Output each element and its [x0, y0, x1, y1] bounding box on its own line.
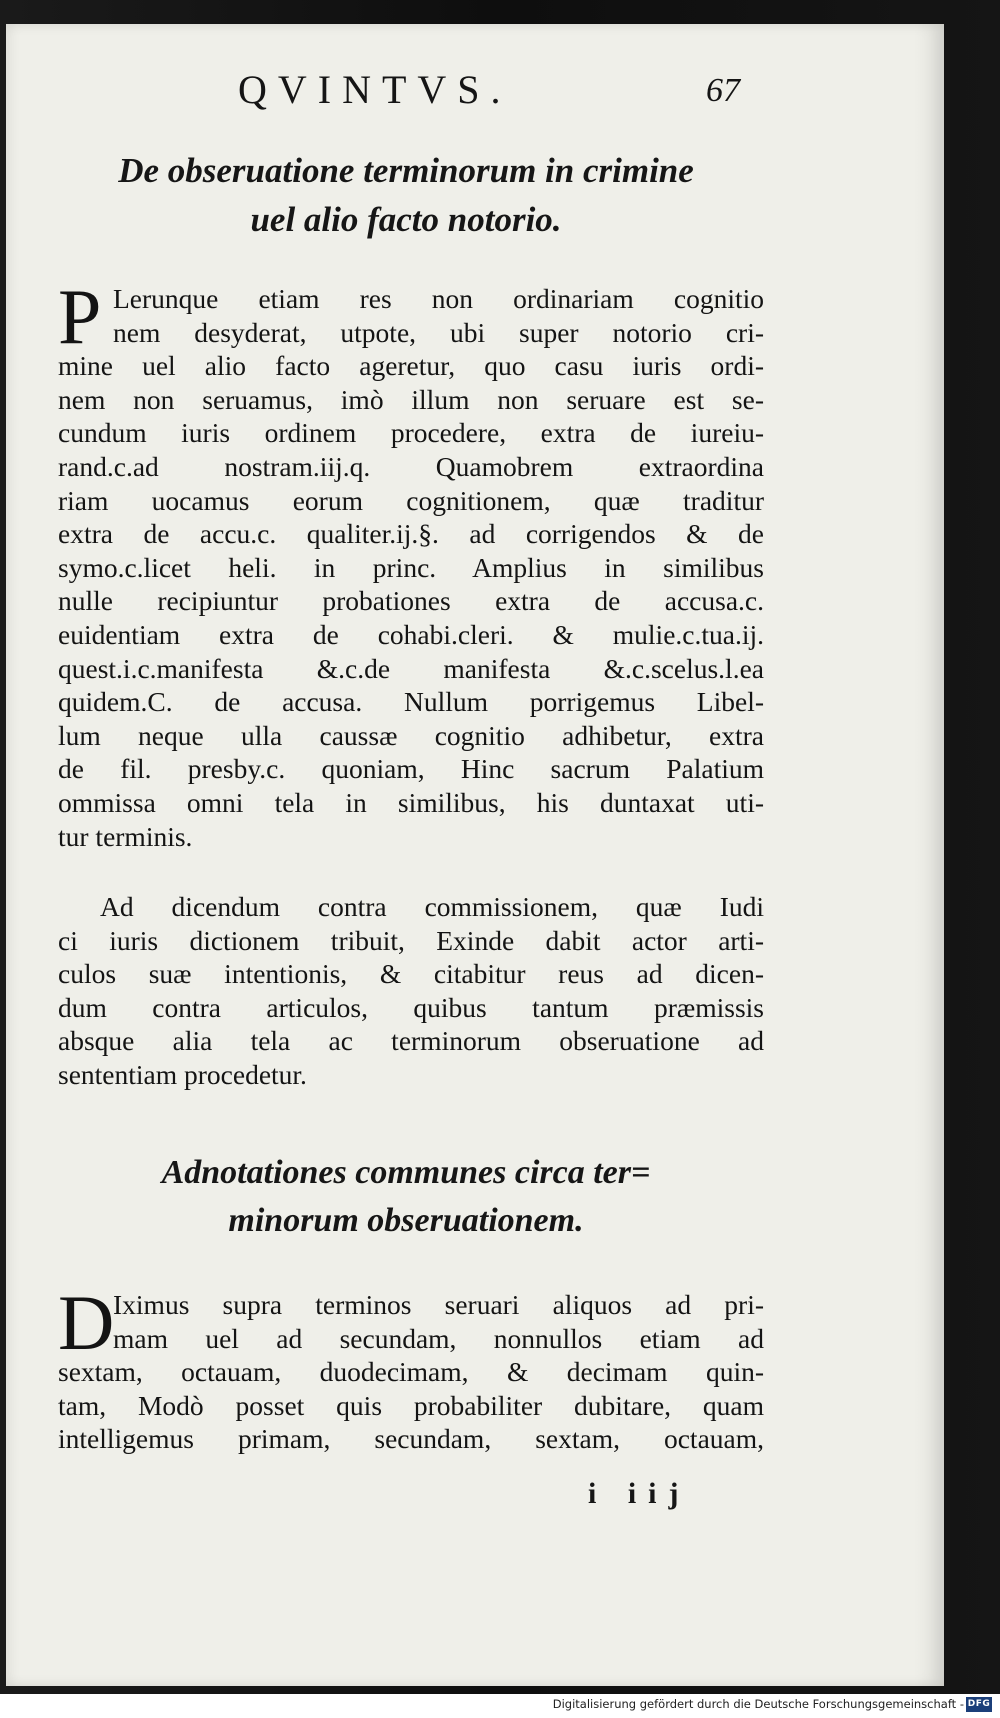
text-line: riam uocamus eorum cognitionem, quæ traditur — [58, 484, 764, 516]
text-line: intelligemus primam, secundam, sextam, octauam, — [58, 1423, 764, 1455]
text-line: mam uel ad secundam, nonnullos etiam ad — [113, 1322, 764, 1354]
heading-line: De obseruatione terminorum in crimine — [118, 151, 694, 190]
section-2-heading — [46, 1149, 766, 1244]
digitization-credit: Digitalisierung gefördert durch die Deutsche Forschungsgemeinschaft - — [552, 1697, 964, 1711]
signature-mark: i iij — [588, 1477, 691, 1510]
text-line: culos suæ intentionis, & citabitur reus ad dicen- — [58, 958, 764, 990]
heading-line: uel alio facto notorio. — [250, 200, 562, 239]
text-line: symo.c.licet heli. in princ. Amplius in similibus — [58, 551, 764, 583]
text-line: nulle recipiuntur probationes extra de accusa.c. — [58, 585, 764, 617]
text-line: ci iuris dictionem tribuit, Exinde dabit actor arti- — [58, 924, 764, 956]
text-line: tur terminis. — [58, 820, 193, 852]
section-1-paragraph-2 — [58, 890, 764, 1092]
running-head-title: QVINTVS. — [238, 67, 512, 112]
section-2-paragraph-1 — [58, 1279, 764, 1456]
text-line: cundum iuris ordinem procedere, extra de iureiu- — [58, 417, 764, 449]
text-line: ommissa omni tela in similibus, his duntaxat uti- — [58, 786, 764, 818]
text-line: nem desyderat, utpote, ubi super notorio cri- — [113, 316, 764, 348]
text-line: nem non seruamus, imò illum non seruare est se- — [58, 383, 764, 415]
drop-cap: P — [58, 273, 102, 360]
text-line: tam, Modò posset quis probabiliter dubitare, quam — [58, 1389, 764, 1421]
text-line: Iximus supra terminos seruari aliquos ad pri- — [113, 1289, 764, 1320]
heading-line: minorum obseruationem. — [228, 1201, 584, 1239]
drop-cap: D — [58, 1279, 115, 1366]
text-line: lum neque ulla caussæ cognitio adhibetur, extra — [58, 719, 764, 751]
text-line: dum contra articulos, quibus tantum præmissis — [58, 991, 764, 1023]
page-number: 67 — [706, 72, 740, 109]
section-1-paragraph-1 — [58, 273, 764, 853]
book-page — [6, 24, 944, 1686]
text-line: rand.c.ad nostram.iij.q. Quamobrem extraordina — [58, 450, 764, 482]
heading-line: Adnotationes communes circa ter= — [161, 1154, 651, 1191]
section-1-heading — [46, 146, 766, 244]
text-line: sextam, octauam, duodecimam, & decimam quin- — [58, 1356, 764, 1388]
text-line: Lerunque etiam res non ordinariam cognitio — [113, 283, 764, 314]
text-line: quest.i.c.manifesta &.c.de manifesta &.c.scelus.l.ea — [58, 652, 764, 684]
dfg-logo: DFG — [966, 1697, 992, 1712]
text-line: extra de accu.c. qualiter.ij.§. ad corrigendos & de — [58, 518, 764, 550]
text-line: mine uel alio facto ageretur, quo casu iuris ordi- — [58, 350, 764, 382]
text-line: de fil. presby.c. quoniam, Hinc sacrum Palatium — [58, 753, 764, 785]
text-line: quidem.C. de accusa. Nullum porrigemus Libel- — [58, 686, 764, 718]
text-line: euidentiam extra de cohabi.cleri. & mulie.c.tua.ij. — [58, 618, 764, 650]
text-line: absque alia tela ac terminorum obseruatione ad — [58, 1025, 764, 1057]
text-line: Ad dicendum contra commissionem, quæ Iudi — [100, 891, 764, 922]
text-line: sententiam procedetur. — [58, 1058, 307, 1090]
